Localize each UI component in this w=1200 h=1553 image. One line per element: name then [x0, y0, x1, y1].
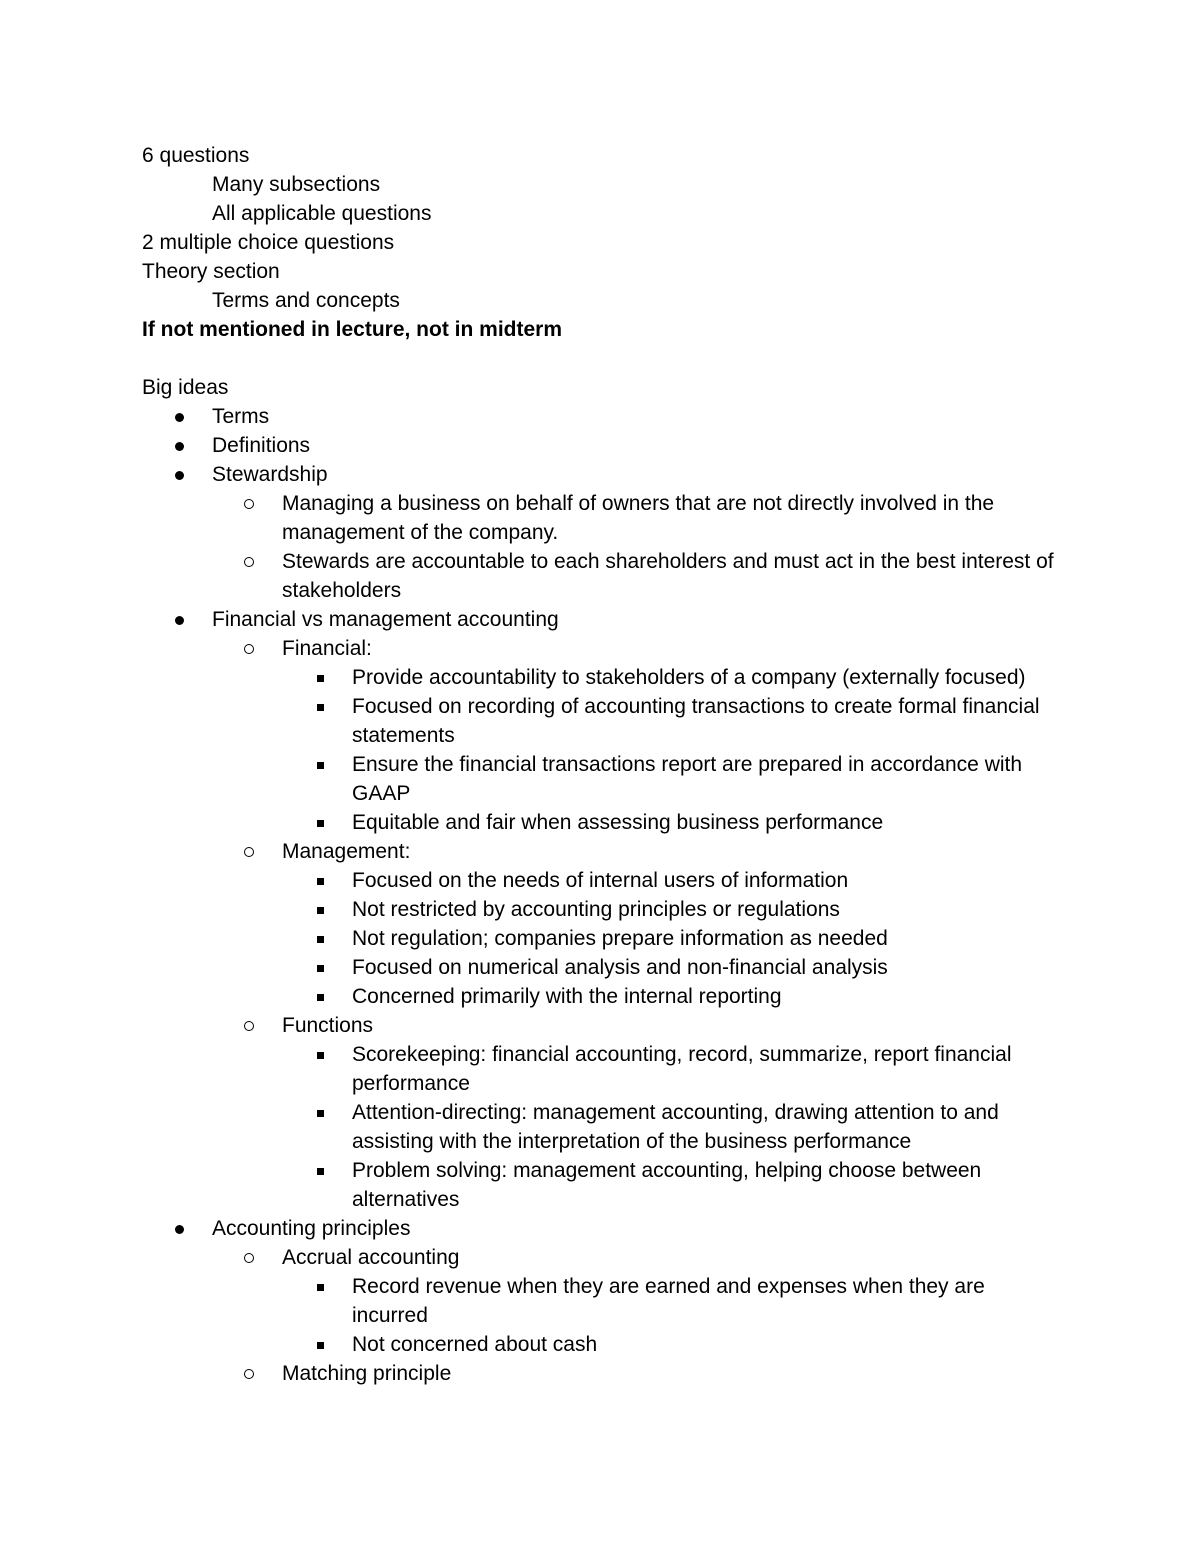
intro-subline: All applicable questions: [212, 202, 432, 225]
bullet-circle-icon: [244, 847, 254, 857]
list-item: [282, 953, 1062, 982]
intro-subline: Many subsections: [212, 173, 381, 196]
list-item: [282, 924, 1062, 953]
bullet-circle-icon: [244, 1253, 254, 1263]
list-item-text: Not restricted by accounting principles or regulations: [352, 898, 840, 921]
bullet-disc-icon: [175, 413, 184, 422]
bullet-circle-icon: [244, 1369, 254, 1379]
bullet-circle-icon: [244, 644, 254, 654]
bullet-disc-icon: [175, 1225, 184, 1234]
list-item: [142, 1214, 1062, 1388]
bullet-disc-icon: [175, 442, 184, 451]
management-sublist: [282, 866, 1062, 1011]
list-item: [282, 1272, 1062, 1330]
list-item-text: Stewardship: [212, 463, 328, 486]
list-item-text: Attention-directing: management accounting, drawing attention to and assisting with the interpretation of the business performance: [352, 1101, 999, 1153]
midterm-note: If not mentioned in lecture, not in midterm: [142, 318, 563, 341]
list-item: [282, 982, 1062, 1011]
list-item-text: Accounting principles: [212, 1217, 411, 1240]
list-item: [282, 750, 1062, 808]
intro-subline: Terms and concepts: [212, 289, 400, 312]
bullet-square-icon: [317, 994, 324, 1001]
bullet-square-icon: [317, 878, 324, 885]
bullet-square-icon: [317, 907, 324, 914]
list-item-text: Ensure the financial transactions report are prepared in accordance with GAAP: [352, 753, 1023, 805]
list-item-text: Financial:: [282, 637, 372, 660]
list-item: [212, 1359, 1062, 1388]
list-item-text: Matching principle: [282, 1362, 452, 1385]
list-item-text: Problem solving: management accounting, helping choose between alternatives: [352, 1159, 982, 1211]
intro-line: 6 questions: [142, 144, 250, 167]
bullet-circle-icon: [244, 1021, 254, 1031]
list-item-text: Scorekeeping: financial accounting, record, summarize, report financial performance: [352, 1043, 1012, 1095]
bullet-square-icon: [317, 820, 324, 827]
bullet-square-icon: [317, 1342, 324, 1349]
list-item: [282, 895, 1062, 924]
list-item-text: Not regulation; companies prepare information as needed: [352, 927, 888, 950]
list-item-text: Not concerned about cash: [352, 1333, 598, 1356]
stewardship-sublist: [212, 489, 1062, 605]
bullet-square-icon: [317, 936, 324, 943]
intro-line: Theory section: [142, 260, 280, 283]
list-item: [282, 1040, 1062, 1098]
list-item: [212, 634, 1062, 837]
list-item-text: Terms: [212, 405, 270, 428]
list-item: [282, 1156, 1062, 1214]
bullet-square-icon: [317, 965, 324, 972]
list-item: [282, 1098, 1062, 1156]
blank-line: [142, 344, 1062, 373]
list-item-text: Focused on the needs of internal users of information: [352, 869, 849, 892]
bullet-square-icon: [317, 762, 324, 769]
big-ideas-list: [142, 402, 1062, 1388]
list-item-text: Managing a business on behalf of owners that are not directly involved in the management of the company.: [282, 492, 995, 544]
list-item-text: Equitable and fair when assessing business performance: [352, 811, 884, 834]
list-item: [142, 431, 1062, 460]
fin-vs-mgmt-sublist: [212, 634, 1062, 1214]
big-ideas-heading: Big ideas: [142, 376, 229, 399]
list-item-text: Focused on numerical analysis and non-financial analysis: [352, 956, 888, 979]
list-item: [212, 1243, 1062, 1359]
list-item: [282, 692, 1062, 750]
list-item: [142, 460, 1062, 605]
list-item-text: Accrual accounting: [282, 1246, 460, 1269]
functions-sublist: [282, 1040, 1062, 1214]
bullet-square-icon: [317, 1284, 324, 1291]
principles-sublist: [212, 1243, 1062, 1388]
list-item-text: Focused on recording of accounting transactions to create formal financial statements: [352, 695, 1040, 747]
bullet-square-icon: [317, 1052, 324, 1059]
accrual-sublist: [282, 1272, 1062, 1359]
list-item: [212, 837, 1062, 1011]
bullet-disc-icon: [175, 616, 184, 625]
list-item: [282, 663, 1062, 692]
list-item-text: Record revenue when they are earned and expenses when they are incurred: [352, 1275, 985, 1327]
list-item: [282, 866, 1062, 895]
bullet-square-icon: [317, 704, 324, 711]
document-body: [142, 141, 1062, 1388]
list-item-text: Financial vs management accounting: [212, 608, 559, 631]
list-item: [142, 605, 1062, 1214]
financial-sublist: [282, 663, 1062, 837]
bullet-circle-icon: [244, 499, 254, 509]
list-item-text: Provide accountability to stakeholders of a company (externally focused): [352, 666, 1026, 689]
list-item-text: Functions: [282, 1014, 374, 1037]
list-item-text: Definitions: [212, 434, 311, 457]
list-item-text: Management:: [282, 840, 411, 863]
list-item: [212, 489, 1062, 547]
bullet-square-icon: [317, 675, 324, 682]
list-item: [212, 547, 1062, 605]
bullet-circle-icon: [244, 557, 254, 567]
bullet-square-icon: [317, 1110, 324, 1117]
list-item: [282, 808, 1062, 837]
list-item-text: Stewards are accountable to each shareholders and must act in the best interest of stakeholders: [282, 550, 1054, 602]
bullet-disc-icon: [175, 471, 184, 480]
list-item-text: Concerned primarily with the internal reporting: [352, 985, 782, 1008]
list-item: [142, 402, 1062, 431]
list-item: [212, 1011, 1062, 1214]
bullet-square-icon: [317, 1168, 324, 1175]
list-item: [282, 1330, 1062, 1359]
intro-line: 2 multiple choice questions: [142, 231, 395, 254]
